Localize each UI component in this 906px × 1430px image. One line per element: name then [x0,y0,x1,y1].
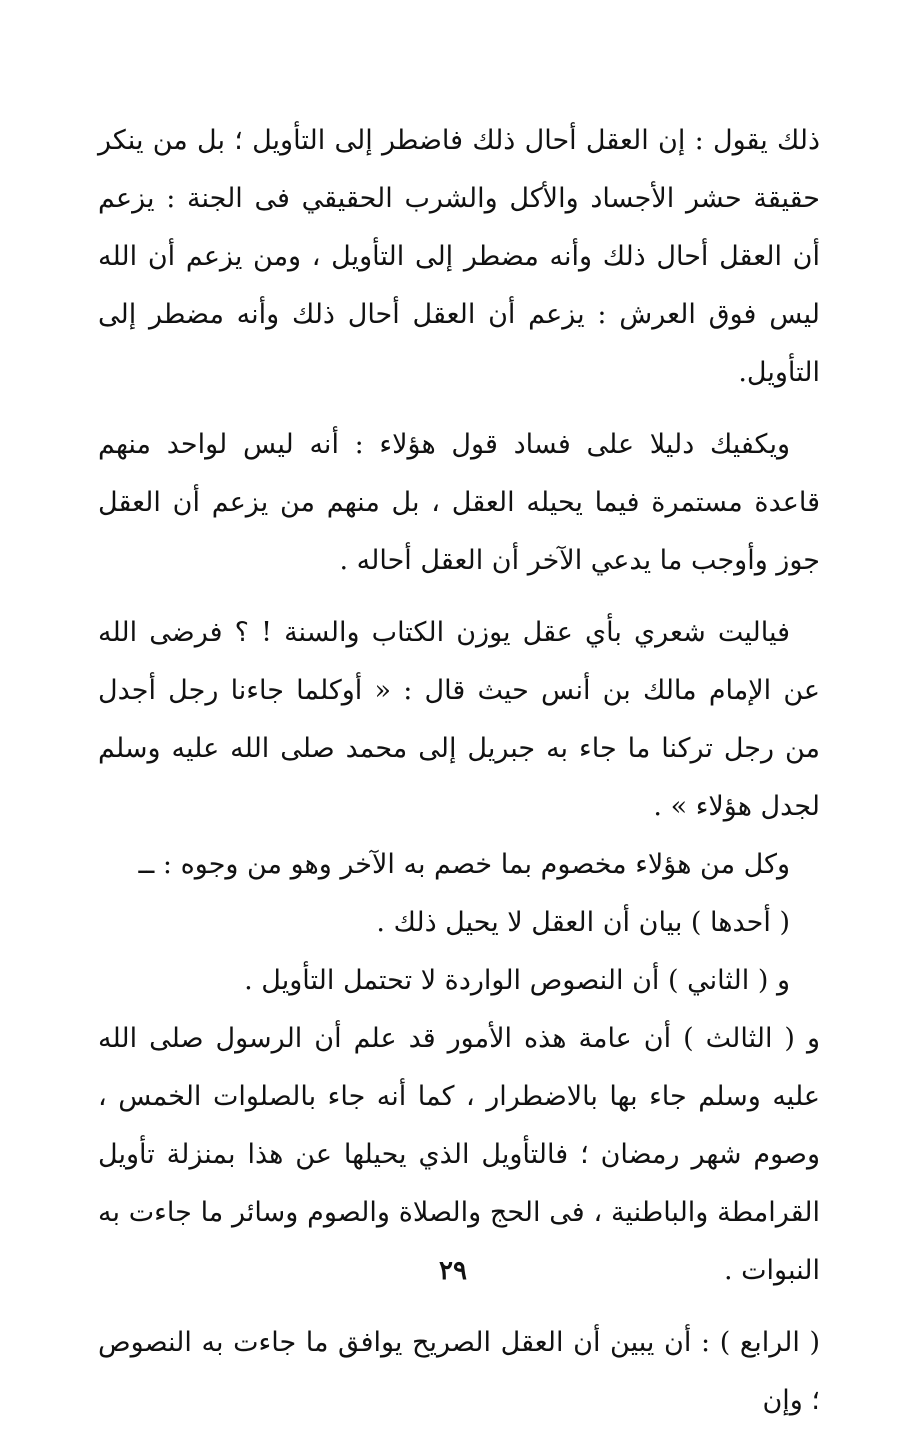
paragraph-8: ( الرابع ) : أن يبين أن العقل الصريح يوافق ما جاءت به النصوص ؛ وإن [98,1327,820,1416]
body-text [98,112,820,1430]
paragraph-3: فياليت شعري بأي عقل يوزن الكتاب والسنة ! ؟ فرضى الله عن الإمام مالك بن أنس حيث قال : « أوكلما جاءنا رجل أجدل من رجل تركنا ما جاء به جبريل إلى محمد صلى الله عليه وسلم لجدل هؤلاء » . [98,617,820,822]
paragraph-4: وكل من هؤلاء مخصوم بما خصم به الآخر وهو من وجوه : ــ [138,849,790,880]
paragraph-7: و ( الثالث ) أن عامة هذه الأمور قد علم أن الرسول صلى الله عليه وسلم جاء بها بالاضطرار ، كما أنه جاء بالصلوات الخمس ، وصوم شهر رمضان ؛ فالتأويل الذي يحيلها عن هذا بمنزلة تأويل القرامطة والباطنية ، فى الحج والصلاة والصوم وسائر ما جاءت به النبوات . [98,1023,820,1286]
paragraph-2: ويكفيك دليلا على فساد قول هؤلاء : أنه ليس لواحد منهم قاعدة مستمرة فيما يحيله العقل ، بل منهم من يزعم أن العقل جوز وأوجب ما يدعي الآخر أن العقل أحاله . [98,429,820,576]
paragraph-5: ( أحدها ) بيان أن العقل لا يحيل ذلك . [376,907,790,938]
page-number: ٢٩ [439,1256,467,1286]
paragraph-6: و ( الثاني ) أن النصوص الواردة لا تحتمل التأويل . [244,965,790,996]
paragraph-1: ذلك يقول : إن العقل أحال ذلك فاضطر إلى التأويل ؛ بل من ينكر حقيقة حشر الأجساد والأكل والشرب الحقيقي فى الجنة : يزعم أن العقل أحال ذلك وأنه مضطر إلى التأويل ، ومن يزعم أن الله ليس فوق العرش : يزعم أن العقل أحال ذلك وأنه مضطر إلى التأويل. [98,125,820,388]
